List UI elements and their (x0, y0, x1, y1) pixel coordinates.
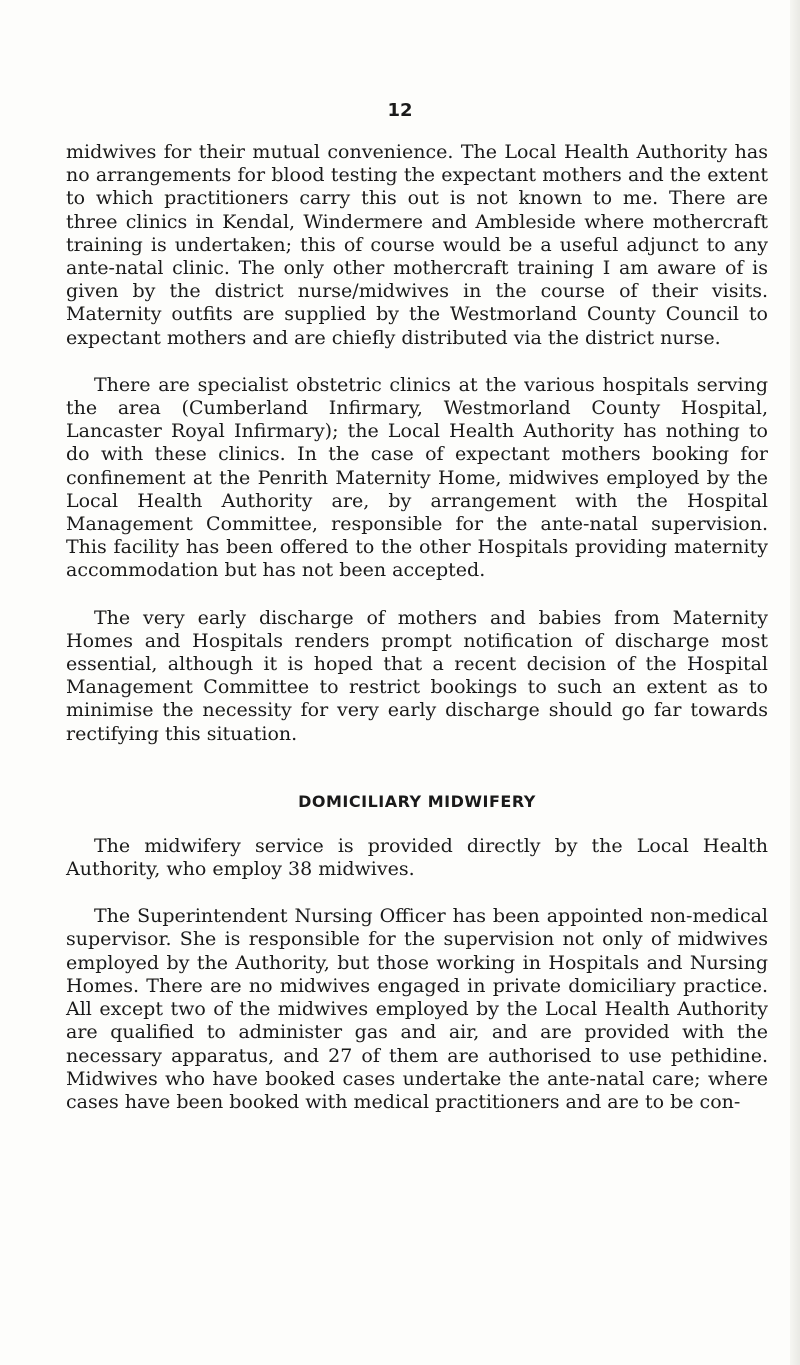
paragraph-early-discharge: The very early discharge of mothers and babies from Maternity Homes and Hospitals renders prompt notification of discharge most essential, although it is hoped that a recent decision of the Hospital Management Committee to restrict bookings to such an extent as to minimise the necessity for very early discharge should go far towards rectifying this situation. (66, 606, 768, 745)
paragraph-continuation: midwives for their mutual convenience. The Local Health Authority has no arrangements for blood testing the expectant mothers and the extent to which practitioners carry this out is not known to me. There are three clinics in Kendal, Windermere and Ambleside where mothercraft training is undertaken; this of course would be a useful adjunct to any ante-natal clinic. The only other mothercraft training I am aware of is given by the district nurse/midwives in the course of their visits. Maternity outfits are supplied by the Westmorland County Council to expectant mothers and are chiefly distributed via the district nurse. (66, 141, 768, 349)
page-edge-shadow (790, 0, 800, 1365)
paragraph-midwifery-service: The midwifery service is provided directly by the Local Health Authority, who employ 38 midwives. (66, 834, 768, 881)
section-heading: DOMICILIARY MIDWIFERY (298, 791, 536, 811)
paragraph-supervision: The Superintendent Nursing Officer has been appointed non-medical supervisor. She is responsible for the supervision not only of midwives employed by the Authority, but those working in Hospitals and Nursing Homes. There are no midwives engaged in private domiciliary practice. All except two of the midwives employed by the Local Health Authority are qualified to administer gas and air, and are provided with the necessary apparatus, and 27 of them are authorised to use pethidine. Midwives who have booked cases undertake the ante-natal care; where cases have been booked with medical practitioners and are to be con- (66, 905, 768, 1113)
page-number: 12 (387, 100, 413, 121)
paragraph-obstetric-clinics: There are specialist obstetric clinics at the various hospitals serving the area (Cumberland Infirmary, Westmorland County Hospital, Lancaster Royal Infirmary); the Local Health Authority has nothing to do with these clinics. In the case of expectant mothers booking for confinement at the Penrith Maternity Home, midwives employed by the Local Health Authority are, by arrangement with the Hospital Management Committee, responsible for the ante-natal supervision. This facility has been offered to the other Hospitals providing maternity accommodation but has not been accepted. (66, 373, 768, 582)
body-text (66, 141, 768, 1114)
